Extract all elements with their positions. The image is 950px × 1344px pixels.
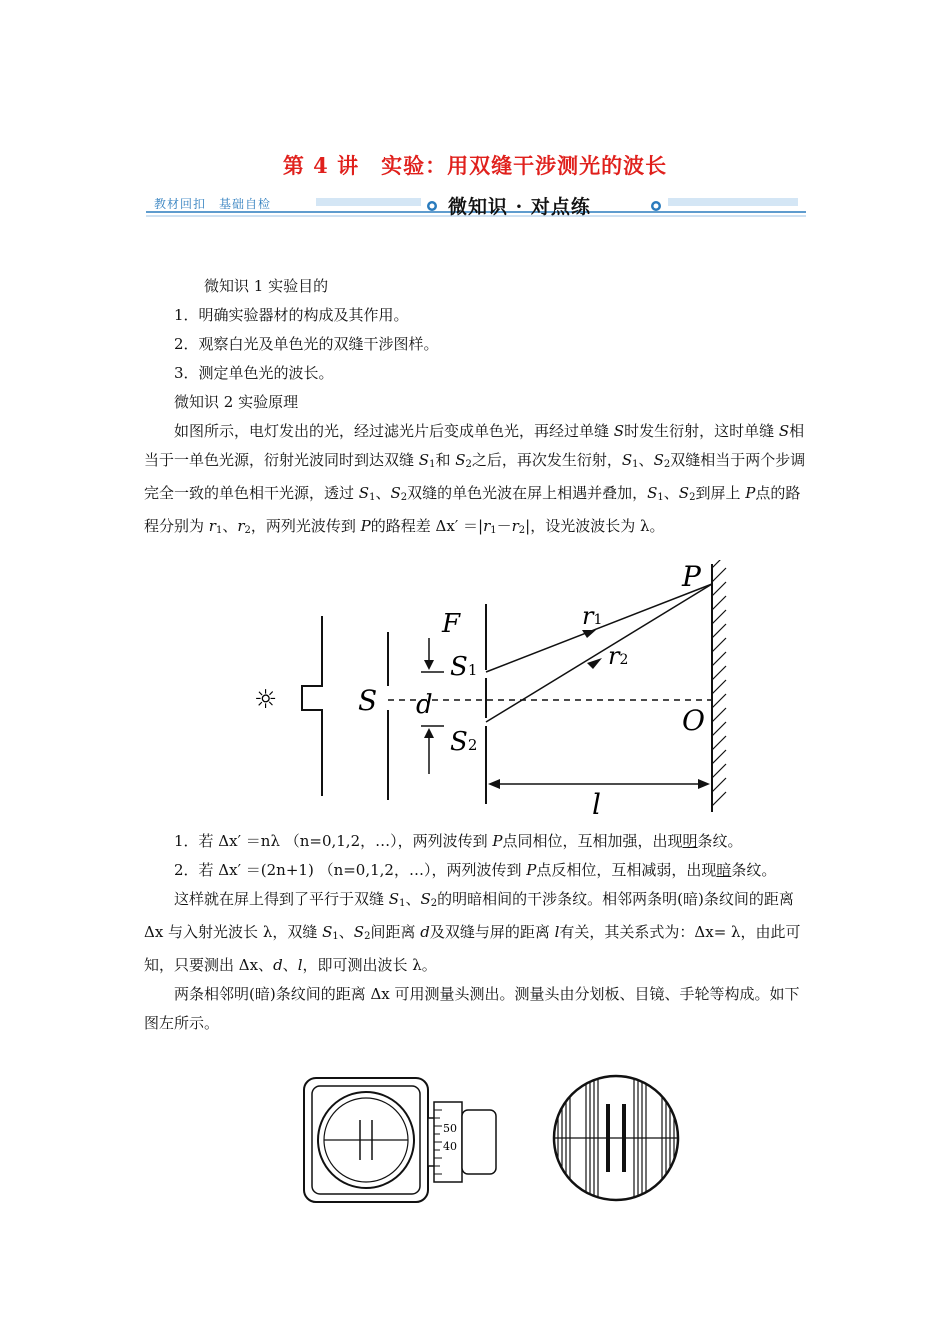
lamp-icon: ☼	[254, 685, 278, 715]
scale-label-bottom: 40	[443, 1140, 457, 1153]
goal-item-1: 1．明确实验器材的构成及其作用。	[174, 306, 409, 324]
label-S1: S1	[450, 652, 478, 682]
banner-left-text: 教材回扣 基础自检	[154, 197, 272, 211]
measuring-head-paragraph: 两条相邻明(暗)条纹间的距离 Δx 可用测量头测出。测量头由分划板、目镜、手轮等构成。如下图左所示。	[144, 985, 800, 1032]
bright-condition: 1．若 Δx′ ＝nλ （n=0,1,2，…），两列波传到 P点同相位，互相加强，出现明条纹。	[174, 832, 743, 850]
label-F: F	[442, 609, 461, 639]
label-d: d	[416, 690, 433, 720]
intro-text	[144, 272, 812, 545]
section2-heading: 微知识 2 实验原理	[174, 393, 299, 411]
reticle-line-right	[622, 1104, 626, 1172]
conditions-text	[144, 827, 812, 1038]
banner-right-text: 微知识 · 对点练	[448, 196, 591, 218]
label-r1: r1	[582, 602, 603, 630]
label-O: O	[682, 704, 705, 737]
page-title: 第 4 讲 实验：用双缝干涉测光的波长	[282, 153, 668, 178]
screen-hatching	[712, 560, 726, 806]
eyepiece-view	[550, 1074, 690, 1204]
scale-label-top: 50	[443, 1122, 457, 1135]
section1-heading: 微知识 1 实验目的	[204, 277, 329, 295]
handwheel	[462, 1110, 496, 1174]
goal-item-3: 3．测定单色光的波长。	[174, 364, 334, 382]
label-l: l	[592, 788, 601, 821]
principle-paragraph: 如图所示，电灯发出的光，经过滤光片后变成单色光，再经过单缝 S时发生衍射，这时单缝 S相当于一单色光源，衍射光波同时到达双缝 $S_1$和 $S_2$之后，再次发生衍射，$S_1$、$S_2$双缝相当于两个步调完全一致的单色相干光源，透过 $S_1$、$S_2$双缝的单色光波在屏上相遇并叠加，$S_1$、$S_2$到屏上 P点的路程分别为 $r_1$、$r_2$，两列光波传到 P的路程差 $\Delta x' =|r_1-r_2|$，设光波波长为 λ。	[144, 422, 806, 536]
label-S: S	[358, 684, 378, 717]
reticle-line-left	[606, 1104, 610, 1172]
ray-r2	[486, 584, 712, 722]
measuring-head-figure	[300, 1074, 720, 1204]
label-P: P	[682, 560, 701, 593]
goal-item-2: 2．观察白光及单色光的双缝干涉图样。	[174, 335, 439, 353]
dark-condition: 2．若 Δx′ ＝(2n+1) （n=0,1,2，…），两列波传到 P点反相位，互相减弱，出现暗条纹。	[174, 861, 777, 879]
label-r2: r2	[608, 642, 629, 670]
double-slit-diagram	[246, 560, 746, 822]
section-banner	[146, 192, 806, 222]
label-S2: S2	[450, 727, 478, 757]
ray-r1	[486, 584, 712, 672]
fringe-spacing-paragraph: 这样就在屏上得到了平行于双缝 $S_1$、$S_2$的明暗相间的干涉条纹。相邻两条明(暗)条纹间的距离 Δx 与入射光波长 λ，双缝 $S_1$、$S_2$间距离 d及双缝与屏的距离 l有关，其关系式为：Δx= λ，由此可知，只要测出 Δx、d、l，即可测出波长 λ。	[144, 890, 801, 974]
filter	[302, 616, 322, 796]
